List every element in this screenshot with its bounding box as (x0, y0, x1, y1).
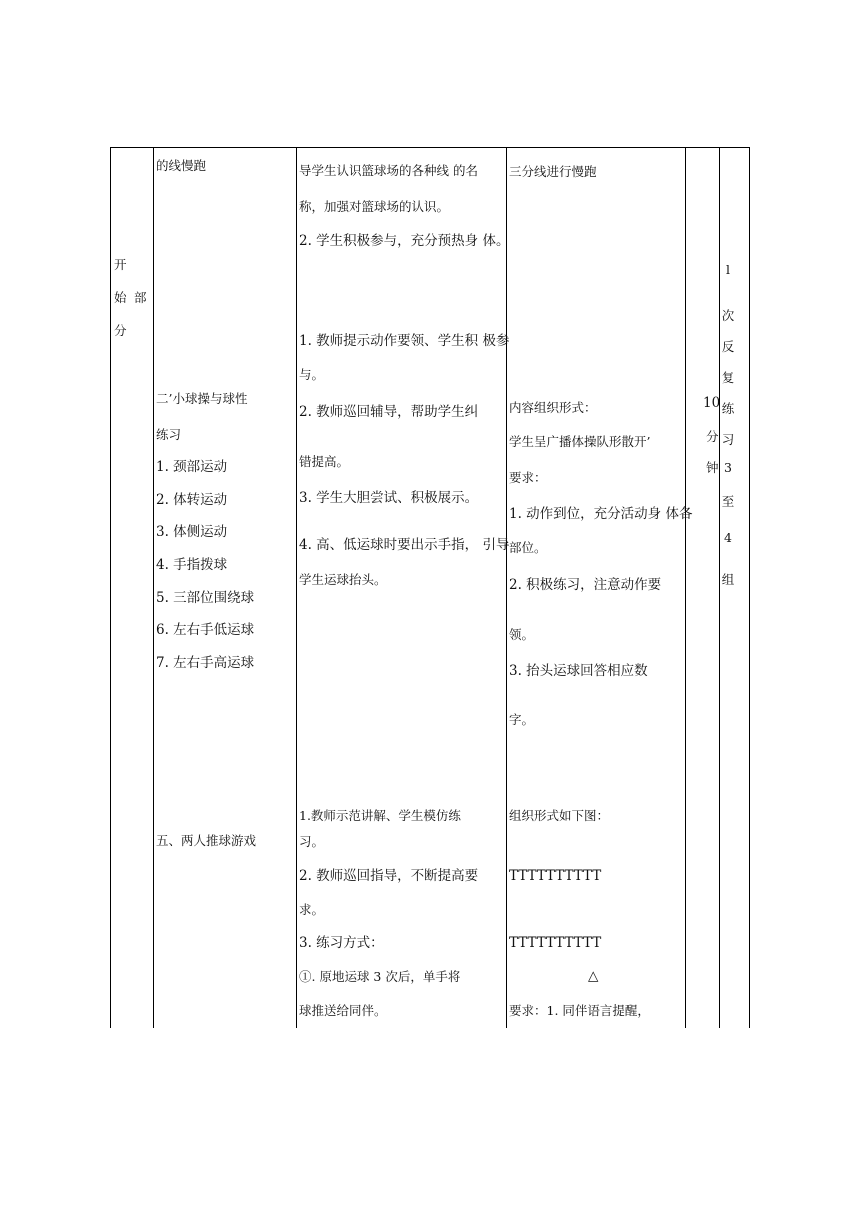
reps-char-6: 习 (721, 432, 735, 447)
reps-char-5: 练 (721, 401, 735, 416)
section-char-4: 分 (114, 323, 127, 338)
teacher-bot-line-2: 习。 (299, 834, 325, 849)
teacher-bot-line-3: 2. 教师巡回指导，不断提高要 (299, 868, 479, 884)
teacher-bot-line-7: 球推送给同伴。 (299, 1003, 387, 1018)
teacher-bot-line-4: 求。 (299, 902, 325, 917)
table-border-col2 (153, 147, 154, 1028)
org-mid-line-2: 学生呈广播体操队形散开’ (509, 434, 651, 449)
table-top-border (110, 147, 750, 148)
teacher-top-line-2: 称，加强对篮球场的认识。 (299, 199, 450, 214)
teacher-mid-line-2: 与。 (299, 367, 325, 382)
org-mid-line-8: 3. 抬头运球回答相应数 (509, 663, 648, 679)
org-bot-line-5: 要求：1. 同伴语言提醒， (509, 1003, 650, 1018)
org-mid-line-7: 领。 (509, 627, 535, 642)
teacher-mid-line-7: 学生运球抬头。 (299, 572, 387, 587)
content-top-line: 的线慢跑 (156, 158, 207, 173)
reps-char-7: 3 (724, 460, 732, 475)
time-number: 10 (703, 395, 721, 411)
content-item-1: 1. 颈部运动 (156, 459, 228, 475)
table-border-left (110, 147, 111, 1028)
reps-char-2: 次 (721, 308, 735, 323)
teacher-top-line-3: 2. 学生积极参与，充分预热身 体。 (299, 233, 510, 249)
org-mid-line-1: 内容组织形式： (509, 400, 597, 415)
org-formation-row-1: TTTTTTTTTT (509, 868, 602, 884)
org-mid-line-6: 2. 积极练习，注意动作要 (509, 577, 662, 593)
reps-char-8: 至 (721, 494, 735, 509)
table-border-col3 (296, 147, 297, 1028)
content-part5-title: 五、两人推球游戏 (156, 833, 257, 848)
reps-char-3: 反 (721, 339, 735, 354)
content-part2-title: 二’小球操与球性 (156, 391, 248, 406)
teacher-mid-line-4: 错提高。 (299, 454, 350, 469)
org-mid-line-9: 字。 (509, 712, 535, 727)
org-top-line: 三分线进行慢跑 (509, 164, 597, 179)
table-border-col5 (685, 147, 686, 1028)
teacher-bot-line-6: ①. 原地运球 3 次后，单手将 (299, 969, 461, 984)
teacher-mid-line-1: 1. 教师提示动作要领、学生积 极参 (299, 333, 510, 349)
reps-vertical-text (720, 262, 736, 592)
org-mid-line-3: 要求： (509, 470, 547, 485)
org-mid-line-5: 部位。 (509, 540, 547, 555)
content-item-2: 2. 体转运动 (156, 492, 228, 508)
content-part2-title-2: 练习 (156, 427, 182, 442)
teacher-position-triangle: △ (588, 968, 599, 984)
section-char-1: 开 (114, 257, 127, 272)
org-mid-line-4: 1. 动作到位，充分活动身 体各 (509, 506, 693, 522)
content-item-7: 7. 左右手高运球 (156, 655, 255, 671)
org-bot-line-1: 组织形式如下图： (509, 808, 610, 823)
teacher-mid-line-3: 2. 教师巡回辅导，帮助学生纠 (299, 404, 479, 420)
content-item-3: 3. 体侧运动 (156, 524, 228, 540)
reps-char-4: 复 (721, 370, 735, 385)
reps-char-9: 4 (724, 530, 732, 545)
time-unit-char-2: 钟 (706, 460, 719, 475)
time-unit-char-1: 分 (706, 429, 719, 444)
table-border-col4 (506, 147, 507, 1028)
teacher-bot-line-5: 3. 练习方式： (299, 935, 384, 951)
teacher-mid-line-5: 3. 学生大胆尝试、积极展示。 (299, 490, 479, 506)
teacher-mid-line-6: 4. 高、低运球时要出示手指， 引导 (299, 537, 510, 553)
teacher-top-line-1: 导学生认识篮球场的各种线 的名 (299, 163, 478, 178)
section-char-3: 部 (134, 290, 147, 305)
section-char-2: 始 (114, 290, 127, 305)
content-item-5: 5. 三部位围绕球 (156, 590, 255, 606)
org-formation-row-2: TTTTTTTTTT (509, 935, 602, 951)
content-item-6: 6. 左右手低运球 (156, 622, 255, 638)
reps-char-10: 组 (721, 572, 735, 587)
reps-char-1: l (726, 262, 730, 277)
teacher-bot-line-1: 1.教师示范讲解、学生模仿练 (299, 808, 461, 823)
table-border-right (749, 147, 750, 1028)
content-item-4: 4. 手指拨球 (156, 557, 228, 573)
